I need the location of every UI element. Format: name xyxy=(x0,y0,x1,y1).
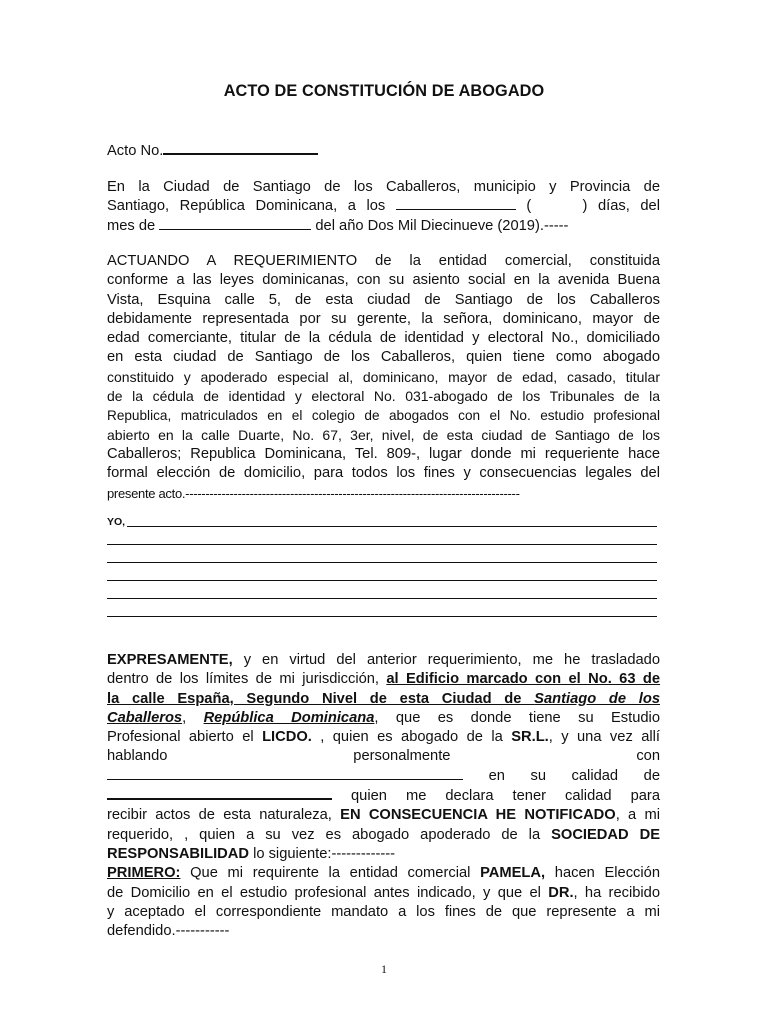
month-blank xyxy=(159,217,311,230)
primero-text: Que mi requirente la entidad comercial xyxy=(180,865,481,882)
expresamente-text: con xyxy=(636,748,660,765)
actuando-line: Republica, matriculados en el colegio de abogados con el No. estudio profesional xyxy=(107,408,660,424)
expresamente-text: calidad xyxy=(571,767,619,784)
blank-line xyxy=(107,616,657,617)
city-name-cont: Caballeros xyxy=(107,709,183,726)
expresamente-line-5 xyxy=(107,728,660,747)
blank-line xyxy=(107,544,657,545)
dr-title: DR. xyxy=(548,884,574,901)
intro-paren-open: ( xyxy=(526,198,532,215)
primero-line-1 xyxy=(107,864,660,883)
blank-line xyxy=(127,526,657,527)
expresamente-text: lo siguiente:------------- xyxy=(249,845,396,862)
actuando-line: conforme a las leyes dominicanas, con su asiento social en la avenida Buena xyxy=(107,272,660,289)
page-number: 1 xyxy=(381,962,387,976)
company-name: PAMELA, xyxy=(480,865,546,882)
expresamente-line-2 xyxy=(107,670,660,689)
expresamente-text: dentro de los límites de mi jurisdicción, xyxy=(107,671,387,688)
blank-line xyxy=(107,562,657,563)
capacity-blank xyxy=(107,786,332,800)
expresamente-line-9 xyxy=(107,806,660,825)
actuando-line: presente acto.----------------------------------------------------------------------------------- xyxy=(107,485,520,501)
acto-number-line xyxy=(107,141,660,161)
country-name: República Dominicana xyxy=(203,709,375,726)
primero-heading: PRIMERO: xyxy=(107,865,181,882)
primero-line-2 xyxy=(107,884,660,903)
expresamente-text: , y una vez allí xyxy=(548,729,660,746)
actuando-line: Caballeros; Republica Dominicana, Tel. 809-, lugar donde mi requeriente hace xyxy=(107,445,660,462)
yo-blank-lines xyxy=(107,512,657,620)
expresamente-text: de xyxy=(643,767,660,784)
blank-line xyxy=(107,598,657,599)
actuando-line: constituido y apoderado especial al, dominicano, mayor de edad, casado, titular xyxy=(107,368,660,385)
actuando-line: debidamente representada por su gerente, la señora, dominicano, mayor de xyxy=(107,310,660,327)
intro-line-2-text: Santiago, República Dominicana, a los xyxy=(107,198,386,215)
expresamente-line-7 xyxy=(107,767,660,786)
expresamente-line-11 xyxy=(107,845,660,864)
srl-label: SR.L. xyxy=(511,729,549,746)
expresamente-text: recibir actos de esta naturaleza, xyxy=(107,807,341,824)
actuando-line: de la cédula de identidad y electoral No. 031-abogado de los Tribunales de la xyxy=(107,388,660,405)
yo-row xyxy=(107,584,657,602)
intro-days-text: ) días, del xyxy=(582,198,660,215)
actuando-line: en esta ciudad de Santiago de los Caballeros, quien tiene como abogado xyxy=(107,349,660,366)
expresamente-text: su xyxy=(530,767,546,784)
yo-row xyxy=(107,512,657,530)
expresamente-text: en xyxy=(488,767,505,784)
yo-row xyxy=(107,548,657,566)
acto-number-label: Acto No. xyxy=(107,143,164,159)
notification-statement: EN CONSECUENCIA HE NOTIFICADO xyxy=(340,807,616,824)
expresamente-line-6 xyxy=(107,747,660,766)
separator: , xyxy=(182,709,204,726)
expresamente-text: Profesional abierto el xyxy=(107,729,263,746)
expresamente-text: , que es donde tiene su Estudio xyxy=(374,709,660,726)
blank-line xyxy=(107,580,657,581)
actuando-paragraph xyxy=(107,252,660,503)
expresamente-line-10 xyxy=(107,826,660,845)
yo-label: YO, xyxy=(107,516,126,528)
primero-text: hacen Elección xyxy=(545,865,660,882)
expresamente-heading: EXPRESAMENTE, xyxy=(107,652,233,668)
person-blank xyxy=(107,767,463,780)
expresamente-text: y en virtud del anterior requerimiento, me he trasladado xyxy=(232,652,660,668)
expresamente-text: , a mi xyxy=(615,807,660,824)
building-address: al Edificio marcado con el No. 63 de xyxy=(386,671,660,688)
expresamente-line-1 xyxy=(107,651,660,670)
actuando-line: Vista, Esquina calle 5, de esta ciudad de Santiago de los Caballeros xyxy=(107,291,660,308)
actuando-line: formal elección de domicilio, para todos los fines y consecuencias legales del xyxy=(107,465,660,482)
expresamente-line-4 xyxy=(107,709,660,728)
intro-line-2 xyxy=(107,197,660,216)
acto-number-blank xyxy=(163,141,318,155)
company-type-cont: RESPONSABILIDAD xyxy=(107,845,249,862)
primero-text: , ha recibido xyxy=(573,884,660,901)
yo-row xyxy=(107,602,657,620)
intro-paragraph xyxy=(107,178,660,236)
day-blank xyxy=(396,197,516,210)
expresamente-text: hablando xyxy=(107,748,168,765)
intro-line-3 xyxy=(107,217,660,236)
actuando-line: edad comerciante, titular de la cédula de identidad y electoral No., domiciliado xyxy=(107,330,660,347)
expresamente-line-3 xyxy=(107,690,660,709)
street-address: la calle España, Segundo Nivel de esta Ciudad de xyxy=(107,690,535,707)
actuando-line: abierto en la calle Duarte, No. 67, 3er, nivel, de esta ciudad de Santiago de los xyxy=(107,426,660,443)
company-type: SOCIEDAD DE xyxy=(551,826,660,843)
licdo-title: LICDO. xyxy=(262,729,312,746)
primero-text: de Domicilio en el estudio profesional antes indicado, y que el xyxy=(107,884,549,901)
primero-line-4: defendido.----------- xyxy=(107,923,230,940)
expresamente-text: quien me declara tener calidad para xyxy=(351,788,660,805)
yo-row xyxy=(107,530,657,548)
expresamente-line-8 xyxy=(107,786,660,806)
city-name: Santiago de los xyxy=(534,690,660,707)
actuando-line: ACTUANDO A REQUERIMIENTO de la entidad comercial, constituida xyxy=(107,253,660,269)
primero-line-3: y aceptado el correspondiente mandato a los fines de que represente a mi xyxy=(107,903,660,920)
expresamente-text: personalmente xyxy=(353,748,451,765)
document-title: ACTO DE CONSTITUCIÓN DE ABOGADO xyxy=(223,82,545,100)
intro-line-1: En la Ciudad de Santiago de los Caballeros, municipio y Provincia de xyxy=(107,179,660,195)
expresamente-text: requerido, , quien a su vez es abogado apoderado de la xyxy=(107,826,552,843)
intro-month-label: mes de xyxy=(107,217,156,234)
expresamente-text: , quien es abogado de la xyxy=(311,729,512,746)
yo-row xyxy=(107,566,657,584)
expresamente-paragraph xyxy=(107,651,660,941)
intro-year-text: del año Dos Mil Diecinueve (2019).----- xyxy=(315,217,569,234)
